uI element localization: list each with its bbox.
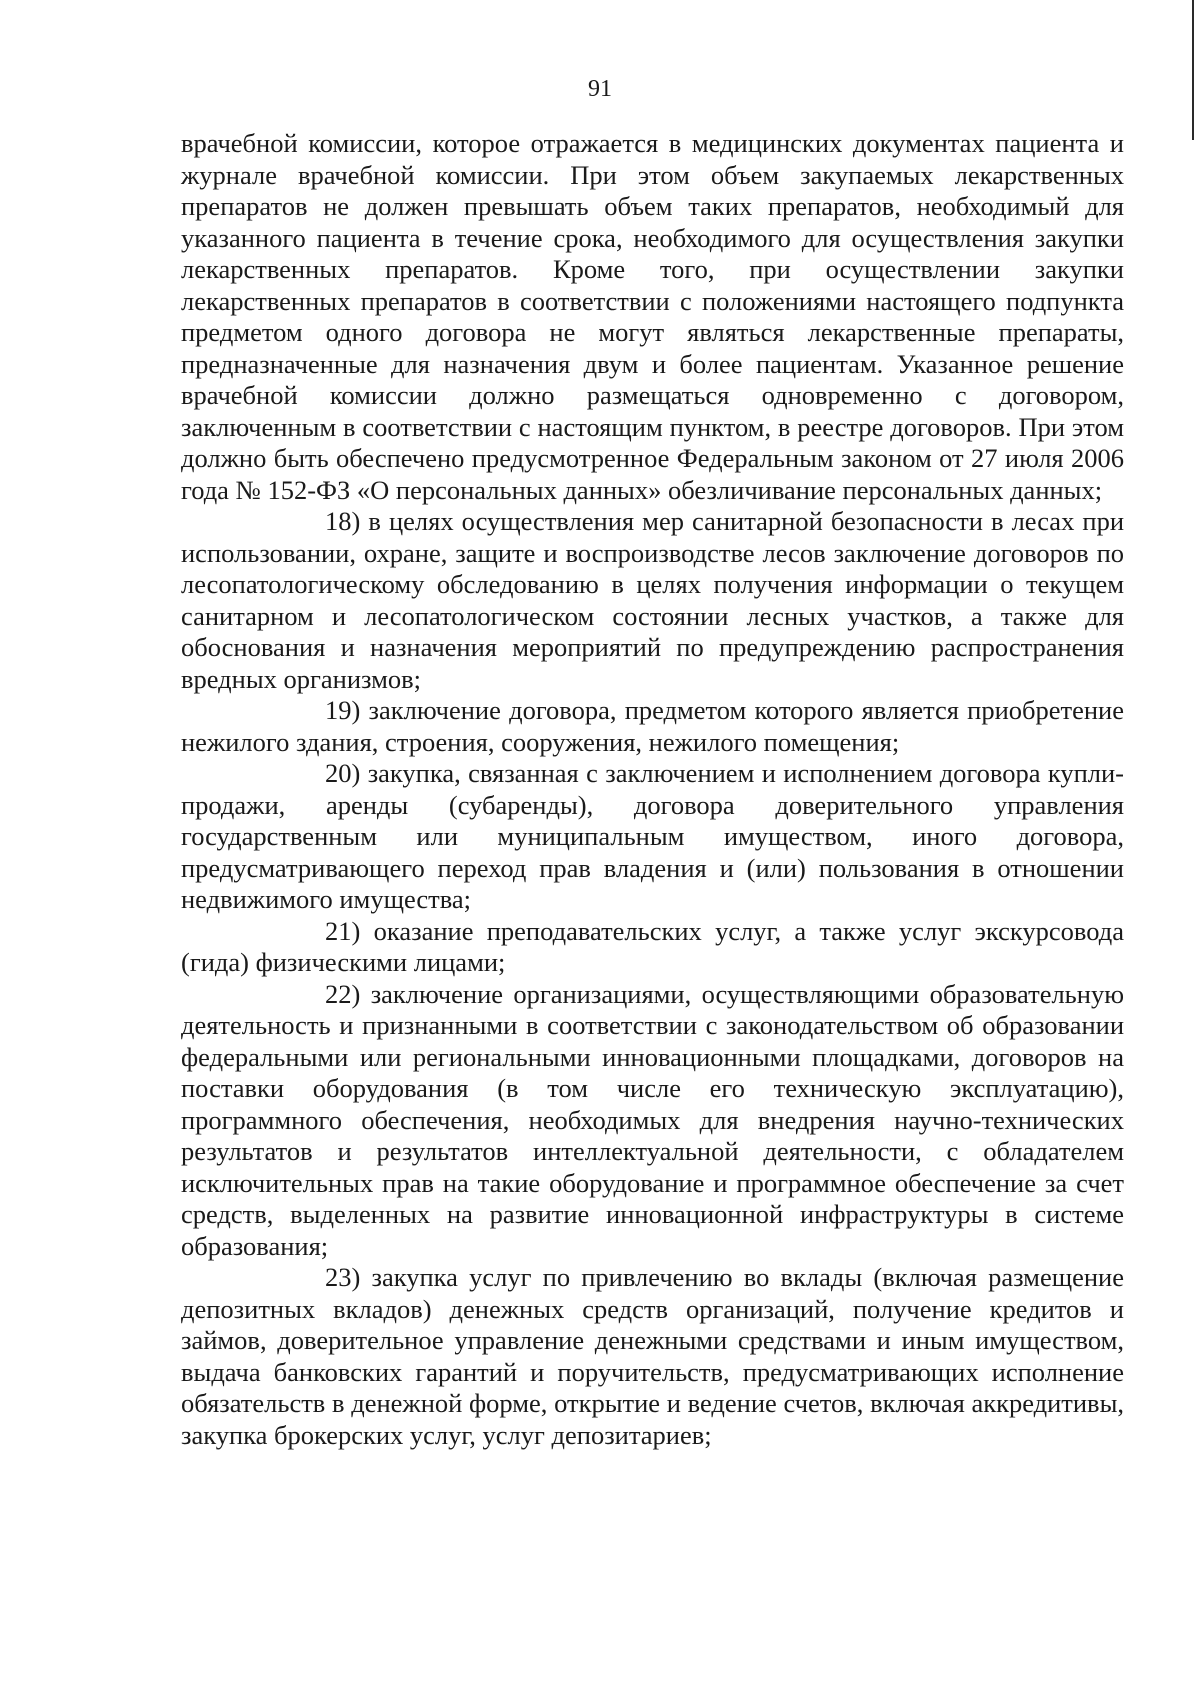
paragraph-continuation (181, 128, 1124, 506)
document-body (181, 128, 1124, 1451)
list-item-19 (181, 695, 1124, 758)
list-item-18 (181, 506, 1124, 695)
item-text: закупка услуг по привлечению во вклады (включая размещение депозитных вкладов) денежных средств организаций, получение кредитов и займов, доверительное управление денежными средствами и иным имуществом, выдача банковских гарантий и поручительств, предусматривающих исполнение обязательств в денежной форме, открытие и ведение счетов, включая аккредитивы, закупка брокерских услуг, услуг депозитариев; (181, 1262, 1124, 1450)
item-number: 23) (325, 1262, 361, 1292)
item-text: заключение организациями, осуществляющими образовательную деятельность и признанными в соответствии с законодательством об образовании федеральными или региональными инновационными площадками, договоров на поставки оборудования (в том числе его техническую эксплуатацию), программного обеспечения, необходимых для внедрения научно-технических результатов и результатов интеллектуальной деятельности, с обладателем исключительных прав на такие оборудование и программное обеспечение за счет средств, выделенных на развитие инновационной инфраструктуры в системе образования; (181, 978, 1124, 1261)
page-number: 91 (588, 76, 612, 102)
list-item-22 (181, 979, 1124, 1263)
item-text: заключение договора, предметом которого является приобретение нежилого здания, строения, сооружения, нежилого помещения; (181, 695, 1125, 757)
item-text: оказание преподавательских услуг, а также услуг экскурсовода (гида) физическими лицами; (181, 915, 1124, 977)
item-text: закупка, связанная с заключением и исполнением договора купли- продажи, аренды (субаренды), договора доверительного управления государственным или муниципальным имуществом, иного договора, предусматривающего переход прав владения и (или) пользования в отношении недвижимого имущества; (181, 758, 1125, 914)
item-number: 22) (325, 978, 361, 1009)
item-number: 20) (325, 758, 361, 788)
item-text: в целях осуществления мер санитарной безопасности в лесах при использовании, охране, защите и воспроизводстве лесов заключение договоров по лесопатологическому обследованию в целях получения информации о текущем санитарном и лесопатологическом состоянии лесных участков, а также для обоснования и назначения мероприятий по предупреждению распространения вредных организмов; (181, 506, 1125, 694)
paragraph-text: врачебной комиссии, которое отражается в медицинских документах пациента и журнале врачебной комиссии. При этом объем закупаемых лекарственных препаратов не должен превышать объем таких препаратов, необходимый для указанного пациента в течение срока, необходимого для осуществления закупки лекарственных препаратов. Кроме того, при осуществлении закупки лекарственных препаратов в соответствии с положениями настоящего подпункта предметом одного договора не могут являться лекарственные препараты, предназначенные для назначения двум и более пациентам. Указанное решение врачебной комиссии должно размещаться одновременно с договором, заключенным в соответствии с настоящим пунктом, в реестре договоров. При этом должно быть обеспечено предусмотренное Федеральным законом от 27 июля 2006 года № 152-ФЗ «О персональных данных» обезличивание персональных данных; (181, 128, 1124, 505)
scan-edge-line (1192, 0, 1194, 140)
item-number: 18) (325, 506, 361, 536)
list-item-21 (181, 916, 1124, 979)
list-item-23 (181, 1262, 1124, 1451)
item-number: 19) (325, 695, 361, 725)
item-number: 21) (325, 915, 361, 946)
list-item-20 (181, 758, 1124, 916)
